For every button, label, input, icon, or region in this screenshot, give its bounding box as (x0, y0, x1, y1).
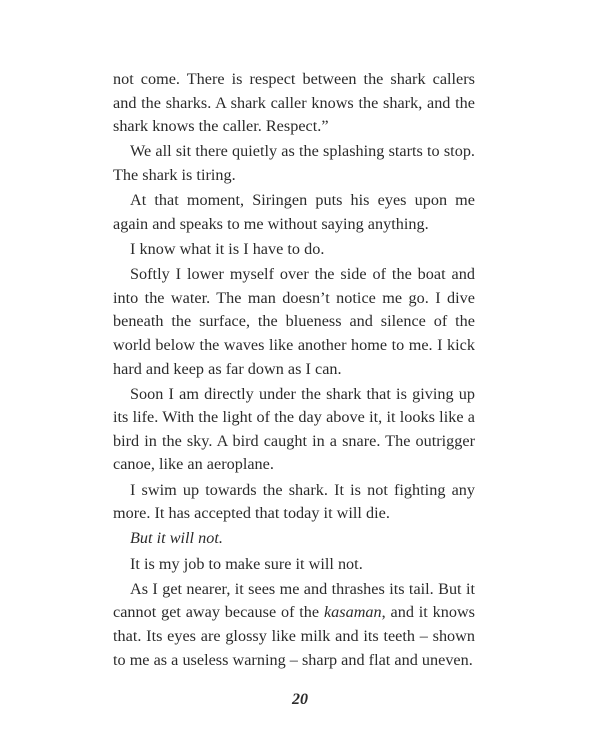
paragraph: Soon I am directly under the shark that is giving up its life. With the light of the day above it, it looks like a bird in the sky. A bird caught in a snare. The outrigger canoe, like an aeroplane. (113, 384, 475, 474)
italic-word: kasaman (323, 603, 382, 622)
italic-text: But it will not. (130, 529, 223, 548)
paragraph: We all sit there quietly as the splashing starts to stop. The shark is tiring. (113, 142, 475, 184)
paragraph: not come. There is respect between the shark callers and the sharks. A shark caller knows the shark, and the shark knows the caller. Respect.” (113, 70, 475, 136)
body-text (113, 68, 475, 672)
page-number: 20 (292, 691, 308, 708)
text-run: , and it knows that. Its eyes are glossy like milk and its teeth – shown to me as a useless warning – sharp and flat and uneven. (113, 603, 476, 669)
paragraph: At that moment, Siringen puts his eyes upon me again and speaks to me without saying anything. (113, 191, 475, 233)
paragraph: It is my job to make sure it will not. (130, 554, 363, 573)
paragraph: Softly I lower myself over the side of the boat and into the water. The man doesn’t notice me go. I dive beneath the surface, the blueness and silence of the world below the waves like another home to me. I kick hard and keep as far down as I can. (113, 265, 475, 378)
paragraph: I swim up towards the shark. It is not fighting any more. It has accepted that today it will die. (113, 480, 475, 523)
paragraph: I know what it is I have to do. (130, 239, 325, 258)
paragraph-italic (113, 527, 475, 551)
text-run: As I get nearer, it sees me and thrashes its tail. But it cannot get away because of the (113, 579, 475, 622)
paragraph (113, 578, 475, 672)
